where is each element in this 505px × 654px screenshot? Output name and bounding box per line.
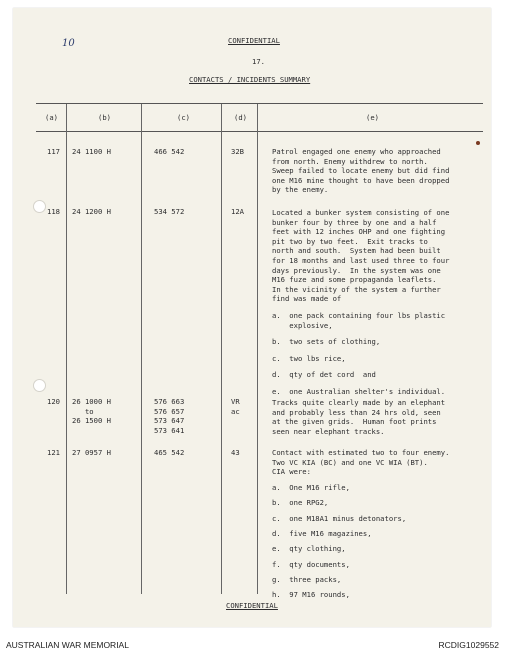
column-divider bbox=[221, 104, 222, 594]
row-unit: 43 bbox=[231, 448, 240, 457]
row-datetime: 27 0957 H bbox=[72, 448, 111, 457]
row-unit: 12A bbox=[231, 207, 244, 216]
row-datetime: 24 1200 H bbox=[72, 207, 111, 216]
row-item: a. One M16 rifle, bbox=[272, 483, 350, 492]
column-header-d: (d) bbox=[234, 113, 247, 122]
summary-title: CONTACTS / INCIDENTS SUMMARY bbox=[189, 75, 311, 84]
column-header-c: (c) bbox=[177, 113, 190, 122]
row-description-line: from north. Enemy withdrew to north. bbox=[272, 156, 428, 166]
row-description-line: CIA were: bbox=[272, 467, 311, 477]
row-unit: 32B bbox=[231, 147, 244, 156]
footer-id: RCDIG1029552 bbox=[438, 640, 499, 650]
table-top-rule bbox=[36, 103, 483, 104]
row-description-line: one M16 mine thought to have been dropped bbox=[272, 175, 450, 185]
column-header-e: (e) bbox=[366, 113, 379, 122]
row-item: h. 97 M16 rounds, bbox=[272, 590, 350, 600]
row-description-line: Sweep failed to locate enemy but did find bbox=[272, 166, 450, 176]
row-item: d. five M16 magazines, bbox=[272, 528, 372, 538]
row-grid-reference: 466 542 bbox=[154, 147, 185, 156]
handwritten-mark: 10 bbox=[62, 38, 75, 49]
row-description-line: bunker four by three by one and a half bbox=[272, 217, 437, 227]
row-serial: 118 bbox=[47, 207, 60, 216]
row-description-line: days previously. In the system was one bbox=[272, 265, 441, 275]
row-grid-reference: 573 647 bbox=[154, 416, 185, 426]
row-datetime: to bbox=[72, 406, 94, 416]
classification-bottom: CONFIDENTIAL bbox=[226, 601, 278, 610]
row-item: c. two lbs rice, bbox=[272, 353, 346, 363]
row-grid-reference: 534 572 bbox=[154, 207, 185, 216]
column-header-a: (a) bbox=[45, 113, 58, 122]
row-item: f. qty documents, bbox=[272, 559, 350, 569]
row-description-line: Located a bunker system consisting of one bbox=[272, 208, 450, 217]
row-item: e. one Australian shelter's individual. bbox=[272, 386, 446, 396]
row-description-line: for 18 months and last used three to four bbox=[272, 256, 450, 265]
row-grid-reference: 465 542 bbox=[154, 448, 185, 457]
punch-hole bbox=[33, 200, 46, 213]
footer-credit: AUSTRALIAN WAR MEMORIAL bbox=[6, 640, 129, 650]
row-description-line: M16 fuze and some propaganda leaflets. bbox=[272, 275, 437, 285]
row-grid-reference: 576 663 bbox=[154, 397, 185, 406]
row-description-line: and probably less than 24 hrs old, seen bbox=[272, 407, 441, 417]
page-number: 17. bbox=[252, 57, 265, 66]
row-description-line: seen near elephant tracks. bbox=[272, 426, 385, 436]
row-datetime: 26 1500 H bbox=[72, 416, 111, 426]
row-datetime: 24 1100 H bbox=[72, 147, 111, 156]
row-serial: 120 bbox=[47, 397, 60, 406]
column-divider bbox=[257, 104, 258, 594]
row-item: g. three packs, bbox=[272, 574, 342, 584]
column-header-b: (b) bbox=[98, 113, 111, 122]
row-description-line: Patrol engaged one enemy who approached bbox=[272, 147, 441, 156]
row-item: a. one pack containing four lbs plastic bbox=[272, 311, 446, 320]
row-description-line: In the vicinity of the system a further bbox=[272, 284, 441, 294]
row-description-line: Tracks quite clearly made by an elephant bbox=[272, 398, 446, 407]
row-item: explosive, bbox=[272, 320, 333, 330]
classification-top: CONFIDENTIAL bbox=[228, 36, 280, 45]
row-unit: VR bbox=[231, 397, 240, 406]
ink-dot bbox=[476, 141, 480, 145]
column-divider bbox=[66, 104, 67, 594]
column-divider bbox=[141, 104, 142, 594]
row-item: b. one RPG2, bbox=[272, 498, 329, 508]
row-item: d. qty of det cord and bbox=[272, 370, 376, 380]
row-datetime: 26 1000 H bbox=[72, 397, 111, 406]
punch-hole bbox=[33, 379, 46, 392]
row-description-line: find was made of bbox=[272, 294, 342, 304]
row-item: c. one M18A1 minus detonators, bbox=[272, 513, 407, 523]
row-description-line: north and south. System had been built bbox=[272, 246, 441, 256]
row-description-line: feet with 12 inches OHP and one fighting bbox=[272, 227, 446, 237]
row-serial: 121 bbox=[47, 448, 60, 457]
table-header-rule bbox=[36, 131, 483, 132]
row-item: e. qty clothing, bbox=[272, 544, 346, 554]
row-serial: 117 bbox=[47, 147, 60, 156]
row-grid-reference: 576 657 bbox=[154, 406, 185, 416]
row-description-line: Two VC KIA (BC) and one VC WIA (BT). bbox=[272, 457, 428, 467]
row-description-line: pit two by two feet. Exit tracks to bbox=[272, 236, 428, 246]
row-description-line: at the given grids. Human foot prints bbox=[272, 417, 437, 427]
row-description-line: by the enemy. bbox=[272, 185, 329, 195]
row-grid-reference: 573 641 bbox=[154, 425, 185, 435]
row-description-line: Contact with estimated two to four enemy. bbox=[272, 448, 450, 457]
row-item: b. two sets of clothing, bbox=[272, 337, 381, 347]
row-unit: ac bbox=[231, 406, 240, 416]
